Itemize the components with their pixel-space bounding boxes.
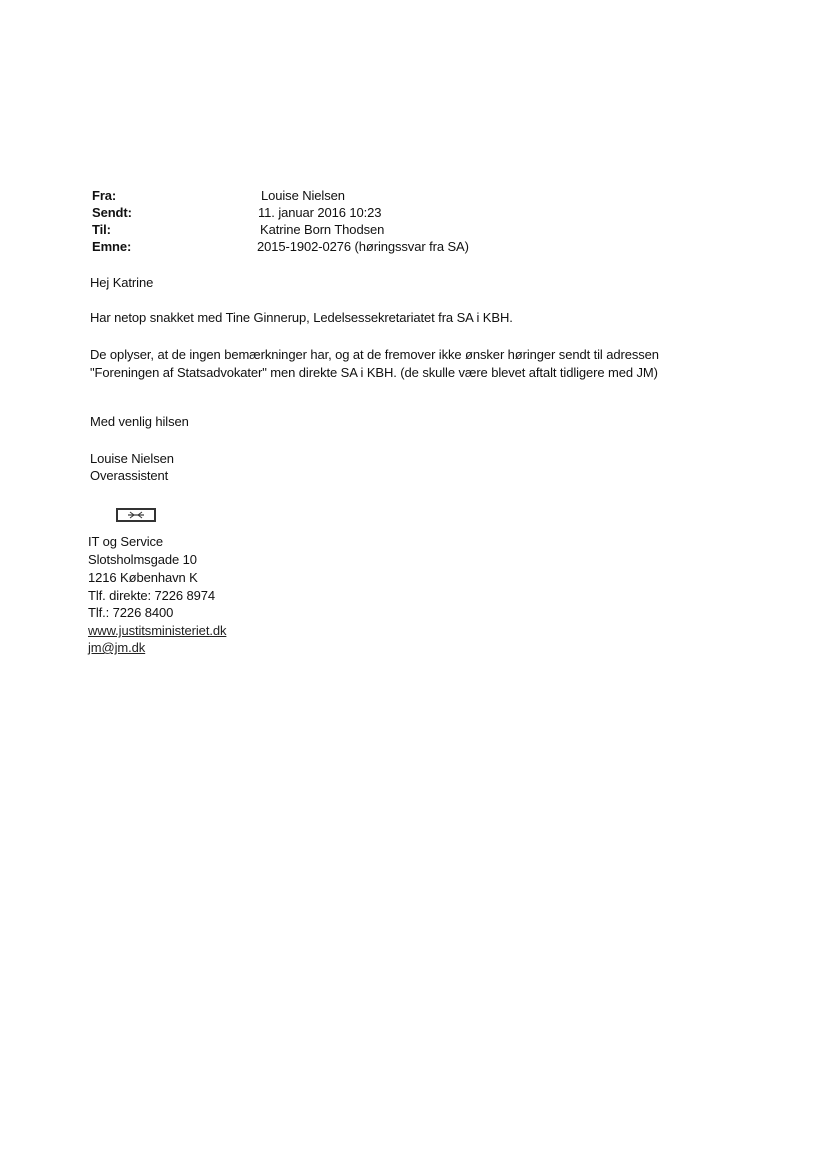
signature-title: Overassistent	[90, 468, 169, 483]
signature-website-link[interactable]: www.justitsministeriet.dk	[88, 623, 227, 638]
subject-value: 2015-1902-0276 (høringssvar fra SA)	[257, 239, 469, 254]
signature-phone: Tlf.: 7226 8400	[88, 605, 174, 620]
body-paragraph-2-line-2: "Foreningen af Statsadvokater" men direkte SA i KBH. (de skulle være blevet aftalt tidligere med JM)	[90, 365, 658, 380]
greeting: Hej Katrine	[90, 275, 154, 290]
signature-street: Slotsholmsgade 10	[88, 552, 197, 567]
signature-phone-direct: Tlf. direkte: 7226 8974	[88, 588, 216, 603]
sent-value: 11. januar 2016 10:23	[258, 205, 382, 220]
from-value: Louise Nielsen	[261, 188, 345, 203]
subject-label: Emne:	[92, 239, 132, 254]
from-label: Fra:	[92, 188, 117, 203]
closing: Med venlig hilsen	[90, 414, 189, 429]
to-value: Katrine Born Thodsen	[260, 222, 385, 237]
signature-email-link[interactable]: jm@jm.dk	[88, 640, 146, 655]
signature-department: IT og Service	[88, 534, 164, 549]
to-label: Til:	[92, 222, 111, 237]
body-paragraph-2-line-1: De oplyser, at de ingen bemærkninger har, og at de fremover ikke ønsker høringer sendt til adressen	[90, 347, 659, 362]
broken-image-icon	[116, 508, 156, 522]
signature-name: Louise Nielsen	[90, 451, 174, 466]
signature-city: 1216 København K	[88, 570, 198, 585]
sent-label: Sendt:	[92, 205, 132, 220]
body-paragraph-1: Har netop snakket med Tine Ginnerup, Ledelsessekretariatet fra SA i KBH.	[90, 310, 513, 325]
